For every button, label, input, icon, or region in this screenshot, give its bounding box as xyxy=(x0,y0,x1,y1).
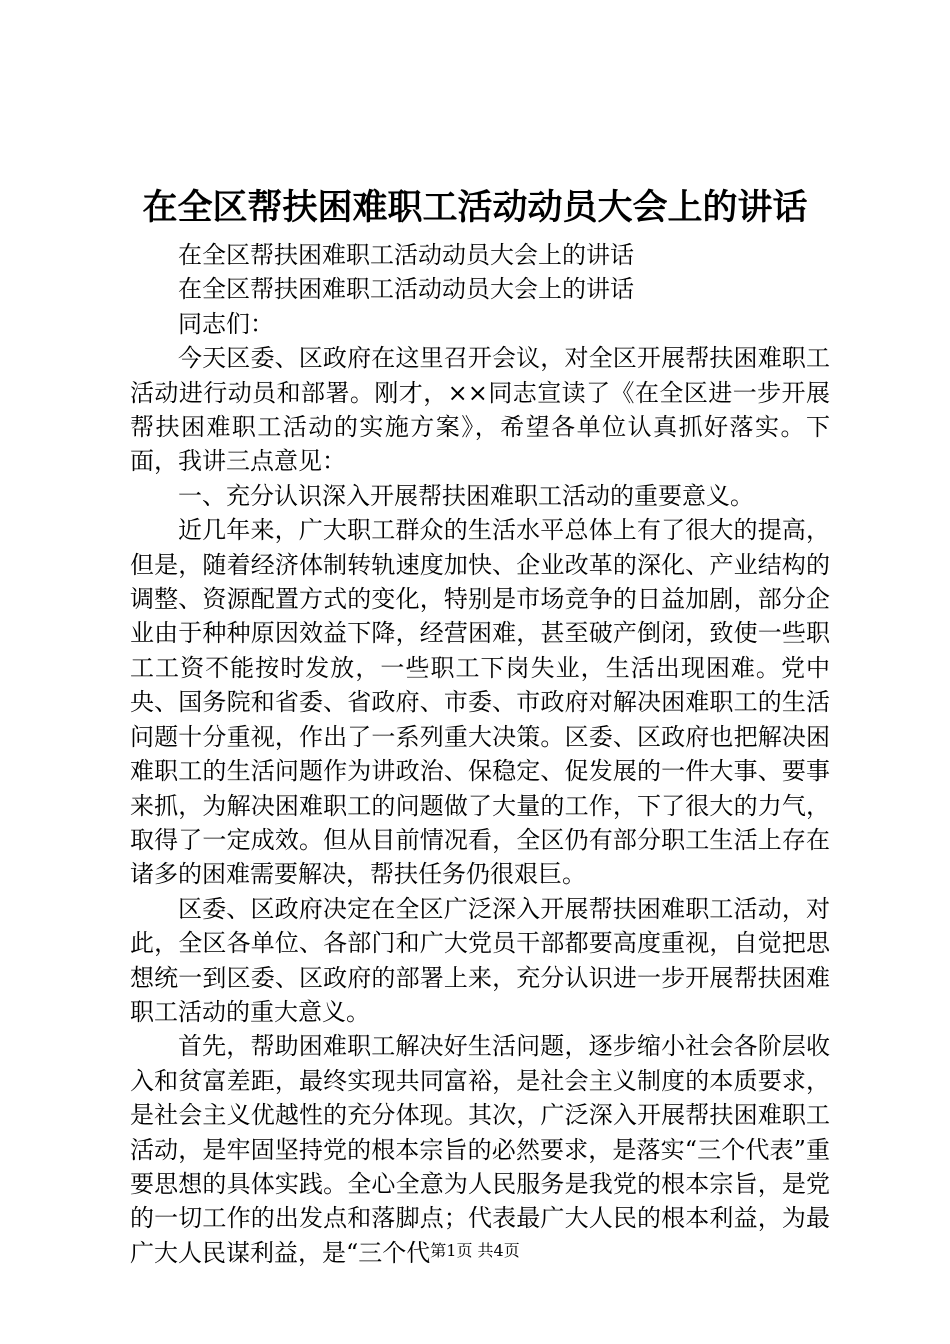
paragraph-heading-1: 一、充分认识深入开展帮扶困难职工活动的重要意义。 xyxy=(178,481,754,510)
paragraph-decision: 区委、区政府决定在全区广泛深入开展帮扶困难职工活动，对此，全区各单位、各部门和广大党员干部都要高度重视，自觉把思想统一到区委、区政府的部署上来，充分认识进一步开展帮扶困难职工活动的重大意义。 xyxy=(130,894,830,1026)
document-body xyxy=(130,238,830,1270)
paragraph-subtitle-2: 在全区帮扶困难职工活动动员大会上的讲话 xyxy=(178,275,634,304)
document-title: 在全区帮扶困难职工活动动员大会上的讲话 xyxy=(142,187,808,228)
paragraph-significance: 首先，帮助困难职工解决好生活问题，逐步缩小社会各阶层收入和贫富差距，最终实现共同富裕，是社会主义制度的本质要求，是社会主义优越性的充分体现。其次，广泛深入开展帮扶困难职工活动，是牢固坚持党的根本宗旨的必然要求，是落实“三个代表”重要思想的具体实践。全心全意为人民服务是我党的根本宗旨，是党的一切工作的出发点和落脚点；代表最广大人民的根本利益，为最广大人民谋利益，是“三个代 xyxy=(130,1032,830,1267)
paragraph-background: 近几年来，广大职工群众的生活水平总体上有了很大的提高，但是，随着经济体制转轨速度加快、企业改革的深化、产业结构的调整、资源配置方式的变化，特别是市场竞争的日益加剧，部分企业由于种种原因效益下降，经营困难，甚至破产倒闭，致使一些职工工资不能按时发放，一些职工下岗失业，生活出现困难。党中央、国务院和省委、省政府、市委、市政府对解决困难职工的生活问题十分重视，作出了一系列重大决策。区委、区政府也把解决困难职工的生活问题作为讲政治、保稳定、促发展的一件大事、要事来抓，为解决困难职工的问题做了大量的工作，下了很大的力气，取得了一定成效。但从目前情况看，全区仍有部分职工生活上存在诸多的困难需要解决，帮扶任务仍很艰巨。 xyxy=(130,516,830,889)
paragraph-intro: 今天区委、区政府在这里召开会议，对全区开展帮扶困难职工活动进行动员和部署。刚才，××同志宣读了《在全区进一步开展帮扶困难职工活动的实施方案》，希望各单位认真抓好落实。下面，我讲三点意见： xyxy=(130,344,830,476)
paragraph-salutation: 同志们： xyxy=(178,309,274,338)
paragraph-subtitle-1: 在全区帮扶困难职工活动动员大会上的讲话 xyxy=(178,241,634,269)
page-footer: 第1页 共4页 xyxy=(430,1241,520,1260)
